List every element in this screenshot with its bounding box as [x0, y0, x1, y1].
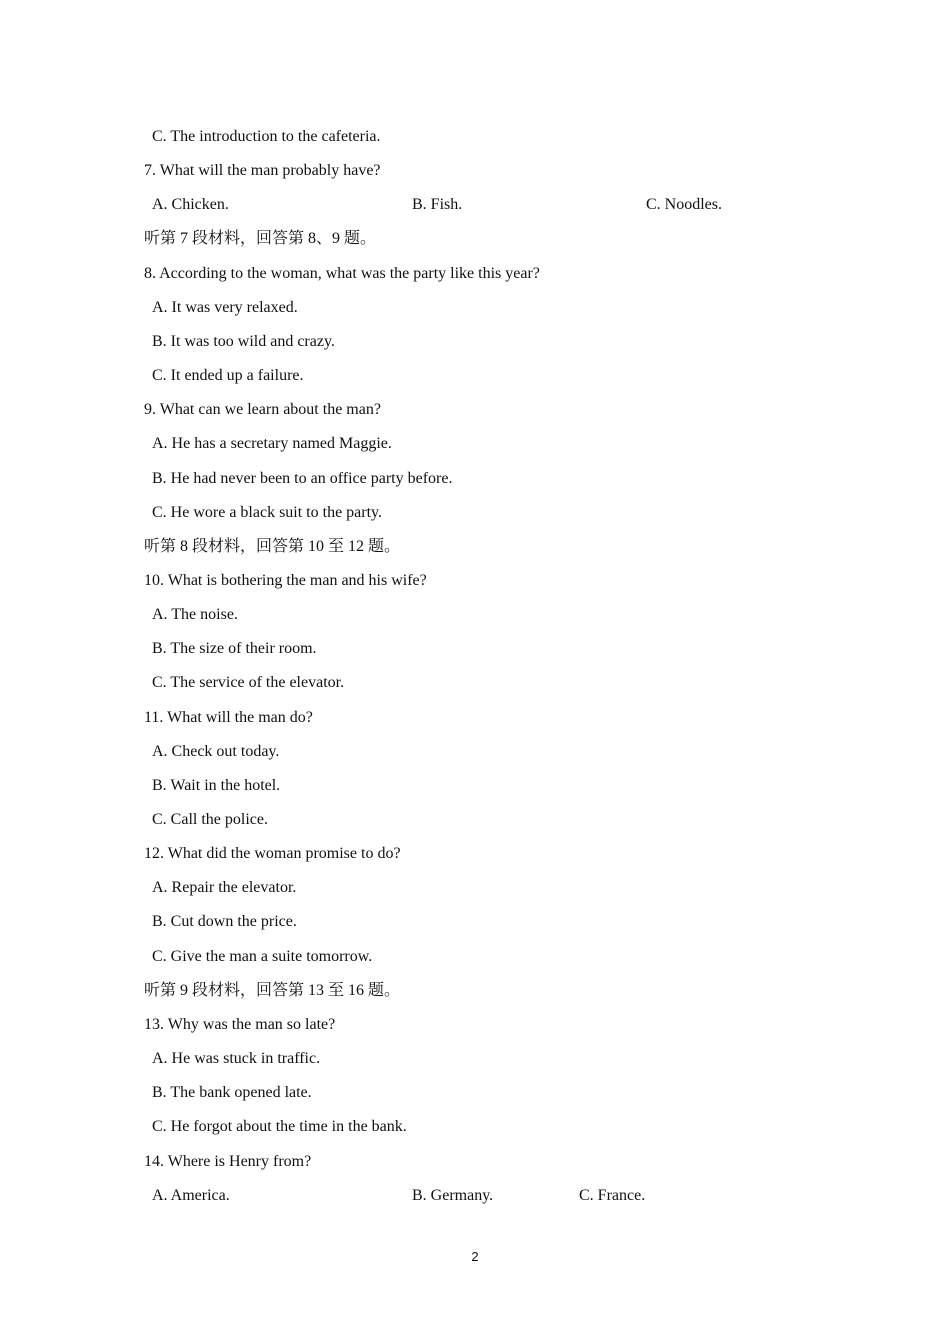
question-text: 10. What is bothering the man and his wife? [144, 572, 427, 589]
answer-option: A. He was stuck in traffic. [152, 1050, 321, 1067]
question-text: 14. Where is Henry from? [144, 1153, 312, 1170]
answer-option: A. He has a secretary named Maggie. [152, 435, 392, 452]
answer-option: C. Noodles. [646, 196, 722, 213]
answer-option: A. Repair the elevator. [152, 879, 297, 896]
question-text: 12. What did the woman promise to do? [144, 845, 401, 862]
answer-option: B. He had never been to an office party before. [152, 470, 453, 487]
question-text: 11. What will the man do? [144, 709, 313, 726]
question-text: 8. According to the woman, what was the party like this year? [144, 265, 540, 282]
answer-option: B. The size of their room. [152, 640, 317, 657]
section-instruction: 听第 9 段材料，回答第 13 至 16 题。 [144, 982, 401, 999]
answer-option: A. Check out today. [152, 743, 280, 760]
answer-option: B. Fish. [412, 196, 463, 213]
answer-option: C. Call the police. [152, 811, 268, 828]
answer-option: A. It was very relaxed. [152, 299, 298, 316]
answer-option: A. Chicken. [152, 196, 229, 213]
answer-option: C. The service of the elevator. [152, 674, 345, 691]
answer-option: B. Germany. [412, 1187, 494, 1204]
answer-option: C. He forgot about the time in the bank. [152, 1118, 407, 1135]
section-instruction: 听第 7 段材料，回答第 8、9 题。 [144, 230, 377, 247]
answer-option: C. He wore a black suit to the party. [152, 504, 383, 521]
question-text: 13. Why was the man so late? [144, 1016, 336, 1033]
question-text: 7. What will the man probably have? [144, 162, 381, 179]
answer-option: A. The noise. [152, 606, 238, 623]
answer-option: C. France. [579, 1187, 646, 1204]
answer-option: B. Cut down the price. [152, 913, 297, 930]
answer-option: B. Wait in the hotel. [152, 777, 281, 794]
answer-option: B. The bank opened late. [152, 1084, 312, 1101]
answer-option: B. It was too wild and crazy. [152, 333, 335, 350]
section-instruction: 听第 8 段材料，回答第 10 至 12 题。 [144, 538, 401, 555]
page-number: 2 [471, 1249, 479, 1264]
answer-option: A. America. [152, 1187, 230, 1204]
question-text: 9. What can we learn about the man? [144, 401, 381, 418]
answer-option: C. Give the man a suite tomorrow. [152, 948, 373, 965]
answer-option: C. The introduction to the cafeteria. [152, 128, 381, 145]
answer-option: C. It ended up a failure. [152, 367, 304, 384]
